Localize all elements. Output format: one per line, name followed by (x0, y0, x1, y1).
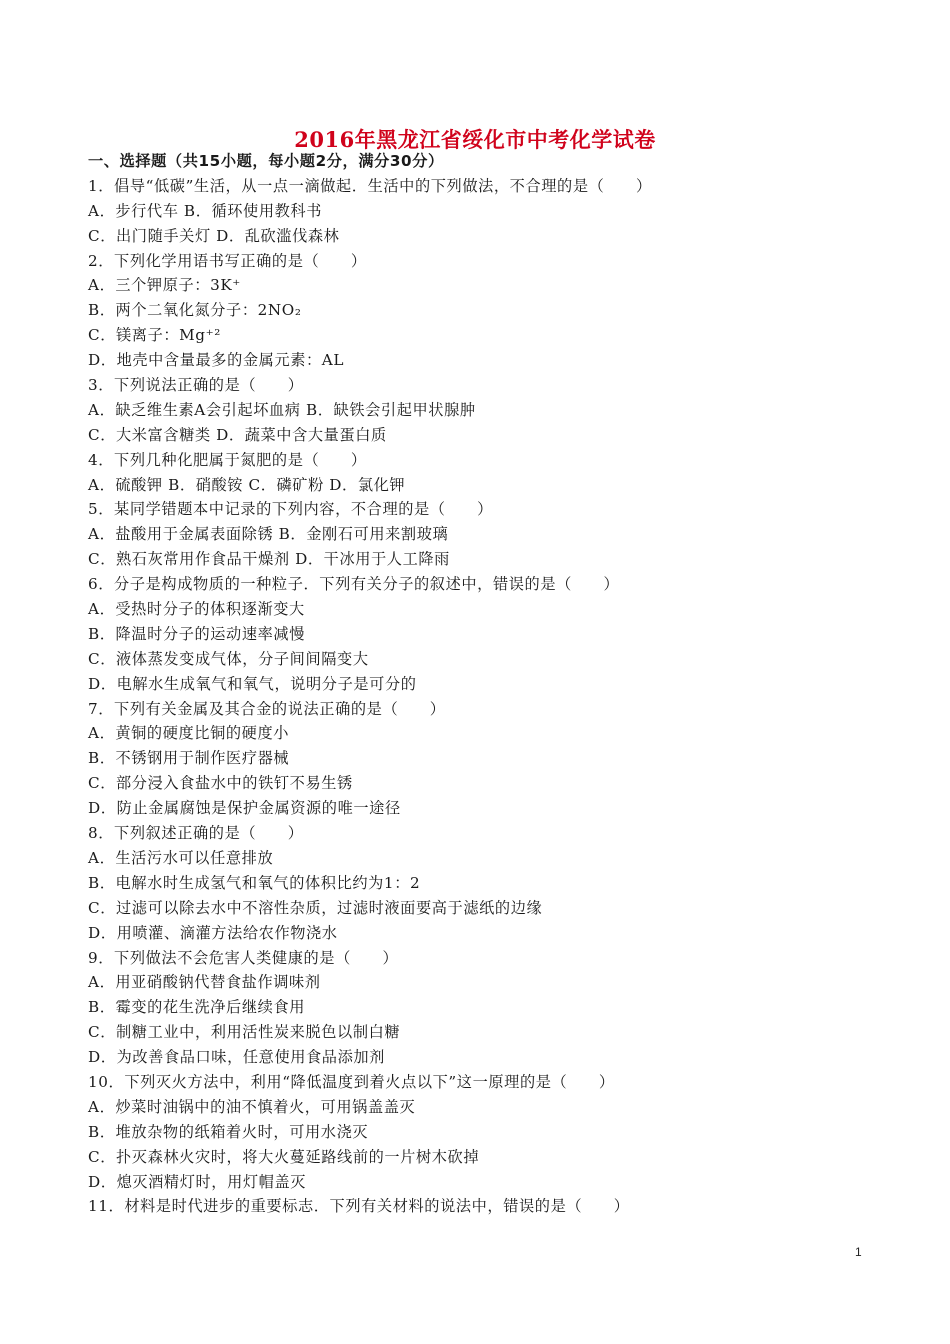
option-line: C．出门随手关灯 D．乱砍滥伐森林 (88, 226, 340, 245)
option-line: B．降温时分子的运动速率减慢 (88, 624, 305, 643)
option-line: A．三个钾原子：3K⁺ (88, 276, 241, 295)
question-line: 5．某同学错题本中记录的下列内容，不合理的是（ ） (88, 500, 493, 519)
option-line: A．黄铜的硬度比铜的硬度小 (88, 724, 290, 743)
option-line: D．用喷灌、滴灌方法给农作物浇水 (88, 923, 338, 942)
option-line: A．炒菜时油锅中的油不慎着火，可用锅盖盖灭 (88, 1097, 416, 1116)
option-line: C．大米富含糖类 D．蔬菜中含大量蛋白质 (88, 425, 387, 444)
question-line: 7．下列有关金属及其合金的说法正确的是（ ） (88, 699, 446, 718)
option-line: C．制糖工业中，利用活性炭来脱色以制白糖 (88, 1023, 401, 1042)
option-line: D．地壳中含量最多的金属元素：AL (88, 351, 345, 370)
question-line: 8．下列叙述正确的是（ ） (88, 824, 304, 843)
option-line: A．缺乏维生素A会引起坏血病 B．缺铁会引起甲状腺肿 (88, 400, 476, 419)
option-line: C．液体蒸发变成气体，分子间间隔变大 (88, 649, 369, 668)
option-line: A．步行代车 B．循环使用教科书 (88, 201, 322, 220)
option-line: B．霉变的花生洗净后继续食用 (88, 998, 305, 1017)
option-line: D．电解水生成氧气和氧气，说明分子是可分的 (88, 674, 417, 693)
option-line: C．熟石灰常用作食品干燥剂 D．干冰用于人工降雨 (88, 550, 450, 569)
section-heading: 一、选择题（共15小题，每小题2分，满分30分） (88, 152, 444, 170)
question-line: 4．下列几种化肥属于氮肥的是（ ） (88, 450, 367, 469)
option-line: C．镁离子：Mg⁺² (88, 326, 221, 345)
question-line: 2．下列化学用语书写正确的是（ ） (88, 251, 367, 270)
option-line: D．防止金属腐蚀是保护金属资源的唯一途径 (88, 799, 401, 818)
option-line: B．电解水时生成氢气和氧气的体积比约为1：2 (88, 873, 421, 892)
question-line: 11．材料是时代进步的重要标志．下列有关材料的说法中，错误的是（ ） (88, 1197, 630, 1216)
option-line: C．扑灭森林火灾时，将大火蔓延路线前的一片树木砍掉 (88, 1147, 480, 1166)
option-line: A．盐酸用于金属表面除锈 B．金刚石可用来割玻璃 (88, 525, 449, 544)
question-line: 6．分子是构成物质的一种粒子．下列有关分子的叙述中，错误的是（ ） (88, 575, 620, 594)
exam-title: 2016年黑龙江省绥化市中考化学试卷 (294, 127, 656, 152)
option-line: A．受热时分子的体积逐渐变大 (88, 600, 305, 619)
option-line: B．不锈钢用于制作医疗器械 (88, 749, 290, 768)
question-line: 9．下列做法不会危害人类健康的是（ ） (88, 948, 399, 967)
option-line: C．部分浸入食盐水中的铁钉不易生锈 (88, 774, 353, 793)
option-line: D．为改善食品口味，任意使用食品添加剂 (88, 1048, 385, 1067)
option-line: B．堆放杂物的纸箱着火时，可用水浇灭 (88, 1122, 369, 1141)
question-line: 3．下列说法正确的是（ ） (88, 376, 304, 395)
option-line: D．熄灭酒精灯时，用灯帽盖灭 (88, 1172, 307, 1191)
option-line: C．过滤可以除去水中不溶性杂质，过滤时液面要高于滤纸的边缘 (88, 898, 543, 917)
question-list (88, 149, 868, 1219)
option-line: A．硫酸钾 B．硝酸铵 C．磷矿粉 D．氯化钾 (88, 475, 406, 494)
question-line: 1．倡导“低碳”生活，从一点一滴做起．生活中的下列做法，不合理的是（ ） (88, 176, 652, 195)
option-line: A．用亚硝酸钠代替食盐作调味剂 (88, 973, 321, 992)
option-line: B．两个二氧化氮分子：2NO₂ (88, 301, 302, 320)
option-line: A．生活污水可以任意排放 (88, 848, 274, 867)
page-number: 1 (855, 1245, 862, 1259)
question-line: 10．下列灭火方法中，利用“降低温度到着火点以下”这一原理的是（ ） (88, 1072, 615, 1091)
